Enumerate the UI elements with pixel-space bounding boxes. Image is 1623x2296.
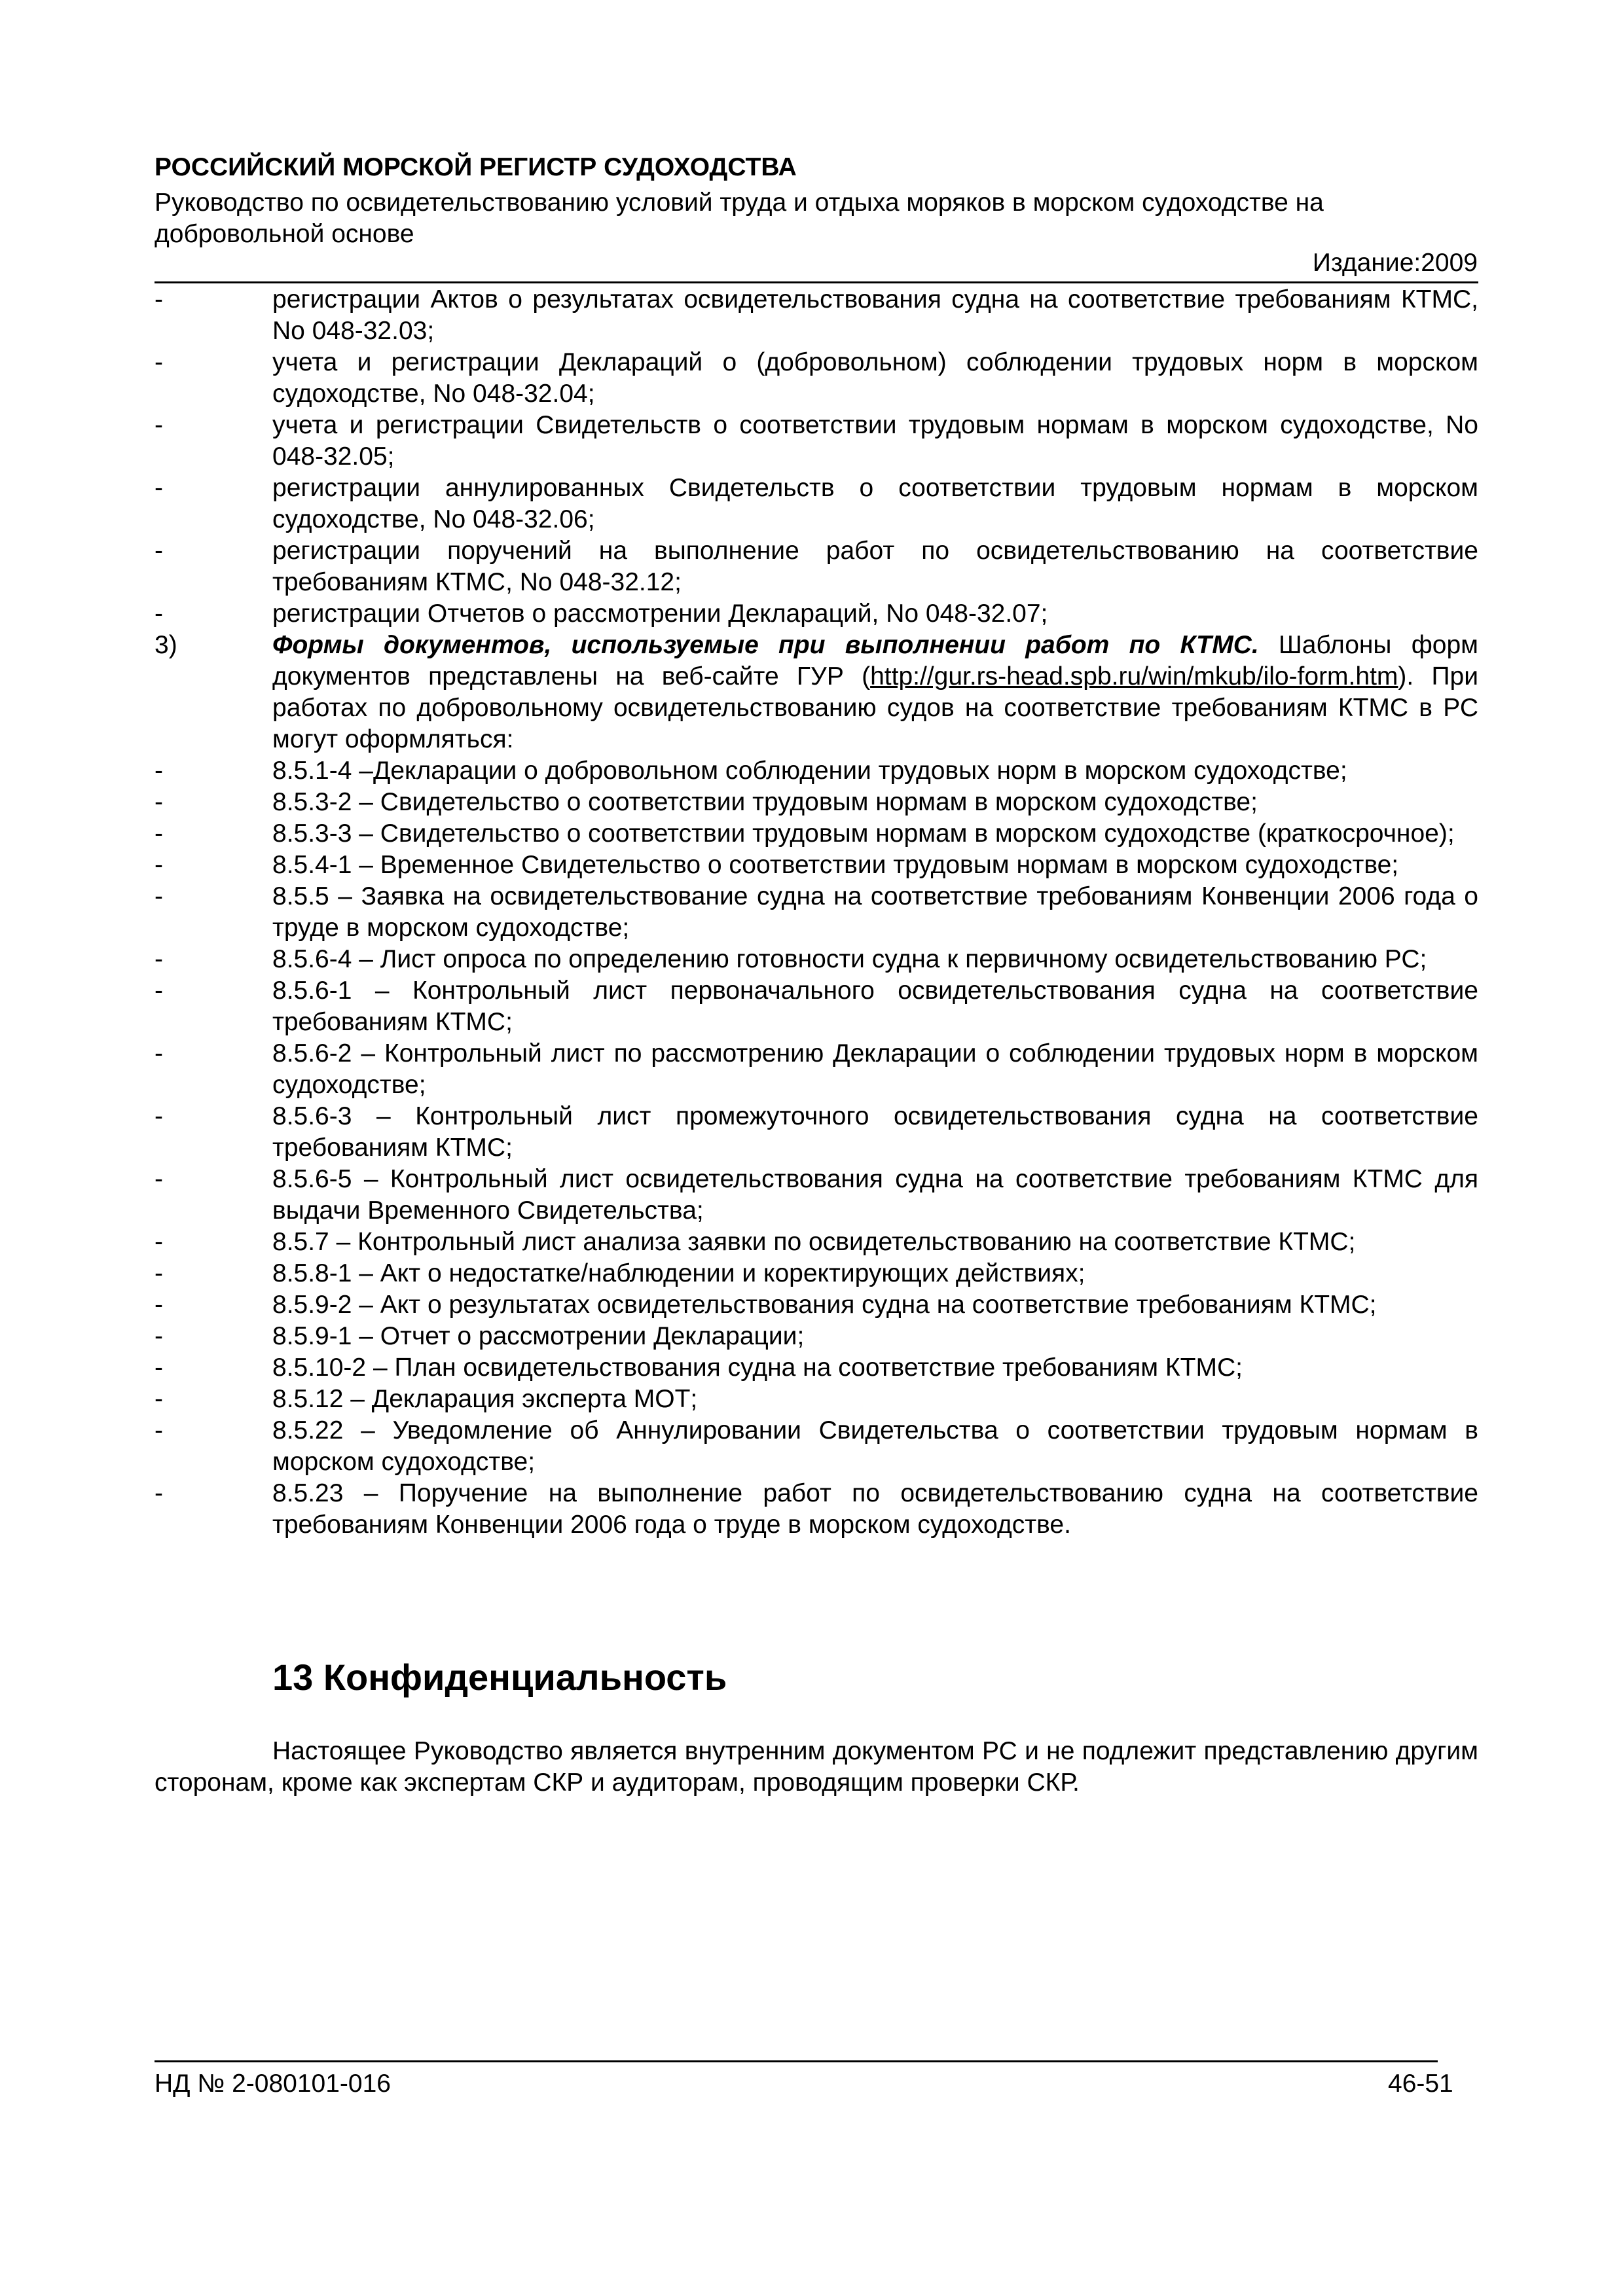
form-list-item-text: 8.5.6-4 – Лист опроса по определению готовности судна к первичному освидетельствованию РС; [272,945,1427,973]
form-list-item-text: 8.5.6-2 – Контрольный лист по рассмотрению Декларации о соблюдении трудовых норм в морском судоходстве; [272,1039,1478,1099]
forms-intro-text: Шаблоны форм документов представлены на веб-сайте ГУР ( [272,631,1478,691]
list-item [155,598,1478,630]
document-subtitle: Руководство по освидетельствованию условий труда и отдыха моряков в морском судоходстве на добровольной основе [155,188,1324,248]
form-list-item-text: 8.5.23 – Поручение на выполнение работ по освидетельствованию судна на соответствие требованиям Конвенции 2006 года о труде в морском судоходстве. [272,1479,1478,1539]
form-list-item-text: 8.5.9-2 – Акт о результатах освидетельствования судна на соответствие требованиям КТМС; [272,1291,1377,1319]
list-item-text: учета и регистрации Свидетельств о соответствии трудовым нормам в морском судоходстве, No 048-32.05; [272,411,1478,471]
confidentiality-paragraph: Настоящее Руководство является внутренним документом РС и не подлежит представлению другим сторонам, кроме как экспертам СКР и аудиторам, проводящим проверки СКР. [155,1737,1478,1797]
list-marker: - [155,1039,163,1067]
form-list-item [155,1038,1478,1101]
list-marker: - [155,757,163,785]
list-marker: - [155,977,163,1005]
list-item [155,410,1478,473]
form-list-item [155,818,1478,850]
list-item [155,347,1478,410]
document-body [155,284,1478,1541]
form-list-item-text: 8.5.7 – Контрольный лист анализа заявки по освидетельствованию на соответствие КТМС; [272,1228,1356,1256]
form-list-item-text: 8.5.10-2 – План освидетельствования судна на соответствие требованиям КТМС; [272,1354,1243,1382]
organization-name: РОССИЙСКИЙ МОРСКОЙ РЕГИСТР СУДОХОДСТВА [155,153,797,181]
list-marker: - [155,1354,163,1382]
list-marker: - [155,348,163,376]
form-list-item [155,787,1478,818]
form-list-item [155,850,1478,881]
list-marker: - [155,882,163,910]
page-number: 46-51 [1388,2070,1453,2098]
list-item [155,284,1478,347]
list-marker: - [155,1385,163,1413]
list-marker: - [155,1416,163,1444]
form-list-item-text: 8.5.5 – Заявка на освидетельствование судна на соответствие требованиям Конвенции 2006 года о труде в морском судоходстве; [272,882,1478,942]
forms-item [155,630,1478,755]
form-list-item-text: 8.5.1-4 –Декларации о добровольном соблюдении трудовых норм в морском судоходстве; [272,757,1347,785]
list-marker: - [155,1259,163,1287]
list-marker: - [155,474,163,502]
form-list-item [155,1289,1478,1321]
list-item [155,473,1478,535]
form-list-item [155,881,1478,944]
list-item-text: регистрации аннулированных Свидетельств о соответствии трудовым нормам в морском судоходстве, No 048-32.06; [272,474,1478,533]
forms-list [155,755,1478,1541]
forms-url-link[interactable]: http://gur.rs-head.spb.ru/win/mkub/ilo-form.htm [870,662,1398,691]
list-marker: - [155,1102,163,1130]
form-list-item [155,1258,1478,1289]
list-item-text: регистрации Актов о результатах освидетельствования судна на соответствие требованиям КТМС, No 048-32.03; [272,285,1478,345]
form-list-item [155,1352,1478,1384]
edition-label: Издание:2009 [1312,249,1478,277]
section-heading: 13 Конфиденциальность [272,1657,727,1698]
list-marker: - [155,945,163,973]
form-list-item [155,1415,1478,1478]
list-item [155,535,1478,598]
form-list-item [155,755,1478,787]
document-number: НД № 2-080101-016 [155,2070,391,2098]
registry-list [155,284,1478,630]
form-list-item [155,1321,1478,1352]
form-list-item-text: 8.5.6-1 – Контрольный лист первоначального освидетельствования судна на соответствие требованиям КТМС; [272,977,1478,1036]
list-marker: - [155,788,163,816]
list-marker: - [155,1165,163,1193]
form-list-item [155,944,1478,975]
form-list-item-text: 8.5.3-3 – Свидетельство о соответствии трудовым нормам в морском судоходстве (краткосрочное); [272,819,1455,848]
form-list-item [155,975,1478,1038]
forms-continuation-text: ). При работах по добровольному освидетельствованию судов на соответствие требованиям КТМС в РС могут оформляться: [272,662,1478,753]
list-marker: 3) [155,631,177,659]
form-list-item-text: 8.5.6-3 – Контрольный лист промежуточного освидетельствования судна на соответствие требованиям КТМС; [272,1102,1478,1162]
form-list-item [155,1478,1478,1541]
list-marker: - [155,1228,163,1256]
form-list-item [155,1101,1478,1164]
form-list-item [155,1164,1478,1227]
list-marker: - [155,1291,163,1319]
list-marker: - [155,1479,163,1507]
form-list-item-text: 8.5.9-1 – Отчет о рассмотрении Декларации; [272,1322,805,1350]
form-list-item-text: 8.5.3-2 – Свидетельство о соответствии трудовым нормам в морском судоходстве; [272,788,1258,816]
form-list-item-text: 8.5.12 – Декларация эксперта МОТ; [272,1385,698,1413]
list-marker: - [155,1322,163,1350]
list-marker: - [155,411,163,439]
list-marker: - [155,851,163,879]
forms-heading: Формы документов, используемые при выполнении работ по КТМС. [272,631,1259,659]
forms-item-text [272,630,1478,755]
list-marker: - [155,600,163,628]
list-item-text: учета и регистрации Деклараций о (добровольном) соблюдении трудовых норм в морском судоходстве, No 048-32.04; [272,348,1478,408]
footer-divider [155,2060,1438,2062]
form-list-item-text: 8.5.4-1 – Временное Свидетельство о соответствии трудовым нормам в морском судоходстве; [272,851,1399,879]
form-list-item-text: 8.5.8-1 – Акт о недостатке/наблюдении и коректирующих действиях; [272,1259,1085,1287]
list-marker: - [155,819,163,848]
list-item-text: регистрации поручений на выполнение работ по освидетельствованию на соответствие требованиям КТМС, No 048-32.12; [272,537,1478,596]
form-list-item-text: 8.5.22 – Уведомление об Аннулировании Свидетельства о соответствии трудовым нормам в морском судоходстве; [272,1416,1478,1476]
list-item-text: регистрации Отчетов о рассмотрении Деклараций, No 048-32.07; [272,600,1048,628]
list-marker: - [155,285,163,314]
form-list-item-text: 8.5.6-5 – Контрольный лист освидетельствования судна на соответствие требованиям КТМС для выдачи Временного Свидетельства; [272,1165,1478,1225]
form-list-item [155,1384,1478,1415]
form-list-item [155,1227,1478,1258]
list-marker: - [155,537,163,565]
header-divider [155,281,1478,283]
